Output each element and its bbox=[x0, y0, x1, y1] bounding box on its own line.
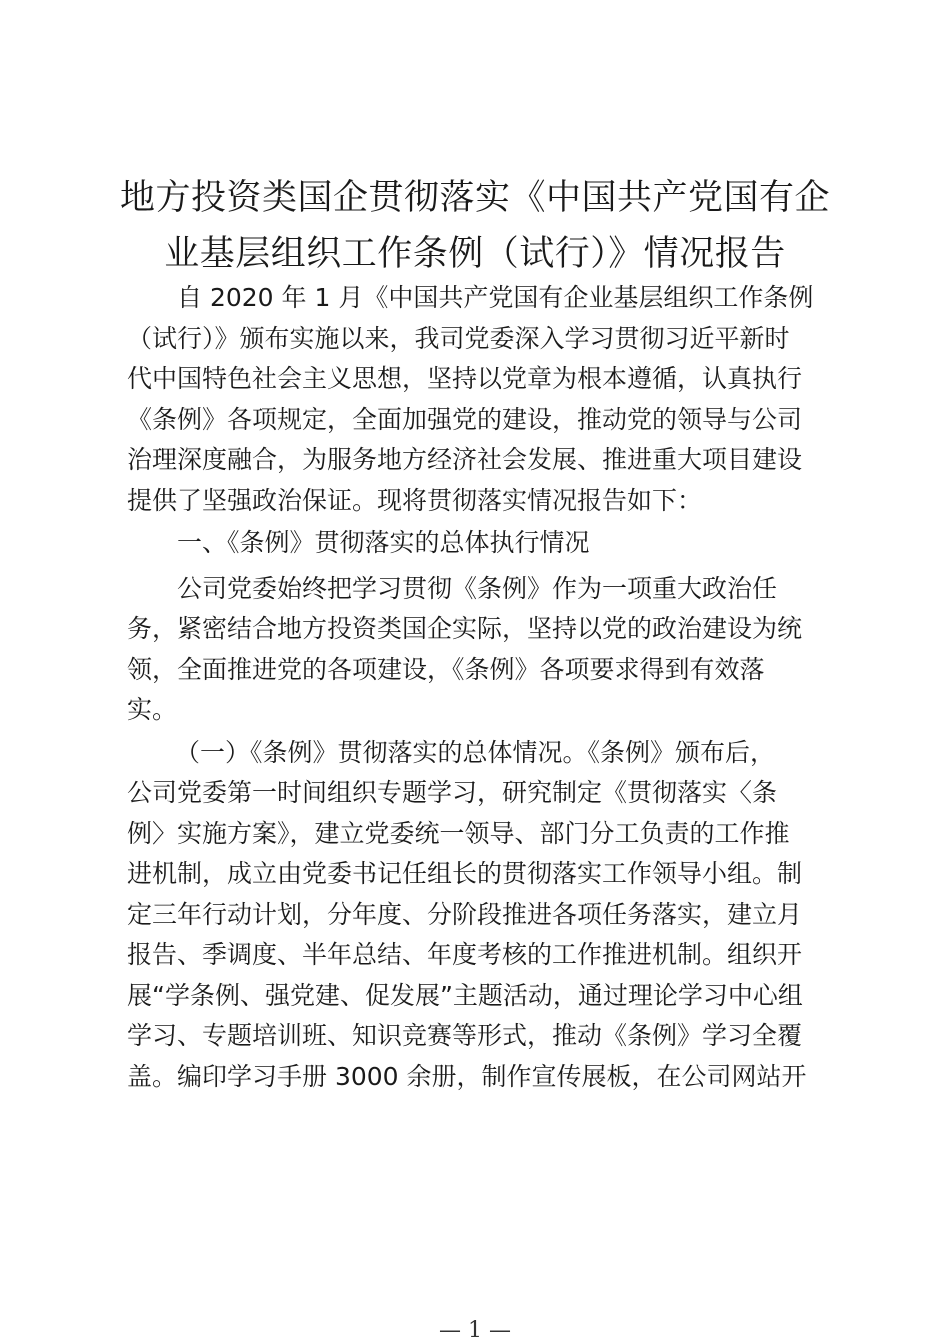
intro-paragraph bbox=[127, 278, 827, 521]
paragraph-line: 公司党委第一时间组织专题学习，研究制定《贯彻落实〈条 bbox=[127, 778, 778, 807]
section-heading-text: 一、《条例》贯彻落实的总体执行情况 bbox=[177, 528, 590, 557]
document-title bbox=[110, 170, 840, 282]
paragraph-line: 盖。编印学习手册 3000 余册，制作宣传展板，在公司网站开 bbox=[127, 1061, 807, 1091]
body-paragraph bbox=[127, 569, 827, 731]
page-number: — 1 — bbox=[439, 1318, 511, 1343]
paragraph-line: 进机制，成立由党委书记任组长的贯彻落实工作领导小组。制 bbox=[127, 859, 803, 888]
paragraph-line: 务，紧密结合地方投资类国企实际，坚持以党的政治建设为统 bbox=[127, 614, 803, 643]
section-heading bbox=[127, 523, 827, 564]
body-paragraph bbox=[127, 733, 827, 1098]
paragraph-line: 学习、专题培训班、知识竞赛等形式，推动《条例》学习全覆 bbox=[127, 1021, 803, 1050]
paragraph-line: 定三年行动计划，分年度、分阶段推进各项任务落实，建立月 bbox=[127, 899, 803, 929]
paragraph-line: （一）《条例》贯彻落实的总体情况。《条例》颁布后， bbox=[175, 737, 776, 767]
title-line-1: 地方投资类国企贯彻落实《中国共产党国有企 bbox=[119, 178, 830, 218]
paragraph-line: 例〉实施方案》，建立党委统一领导、部门分工负责的工作推 bbox=[127, 818, 790, 848]
paragraph-line: 提供了坚强政治保证。现将贯彻落实情况报告如下： bbox=[127, 485, 703, 515]
paragraph-line: （试行）》颁布实施以来，我司党委深入学习贯彻习近平新时 bbox=[127, 323, 790, 353]
paragraph-line: 公司党委始终把学习贯彻《条例》作为一项重大政治任 bbox=[177, 573, 778, 603]
paragraph-line: 《条例》各项规定，全面加强党的建设，推动党的领导与公司 bbox=[127, 404, 803, 434]
paragraph-line: 治理深度融合，为服务地方经济社会发展、推进重大项目建设 bbox=[127, 445, 803, 474]
paragraph-line: 领，全面推进党的各项建设，《条例》各项要求得到有效落 bbox=[127, 654, 765, 684]
paragraph-line: 代中国特色社会主义思想，坚持以党章为根本遵循，认真执行 bbox=[127, 364, 803, 393]
paragraph-line: 实。 bbox=[127, 695, 178, 724]
paragraph-line: 报告、季调度、半年总结、年度考核的工作推进机制。组织开 bbox=[127, 940, 803, 969]
paragraph-line: 自 2020 年 1 月《中国共产党国有企业基层组织工作条例 bbox=[177, 283, 814, 312]
paragraph-line: 展“学条例、强党建、促发展”主题活动，通过理论学习中心组 bbox=[127, 980, 803, 1010]
title-line-2: 业基层组织工作条例（试行）》情况报告 bbox=[164, 234, 786, 274]
document-body bbox=[127, 278, 827, 1097]
